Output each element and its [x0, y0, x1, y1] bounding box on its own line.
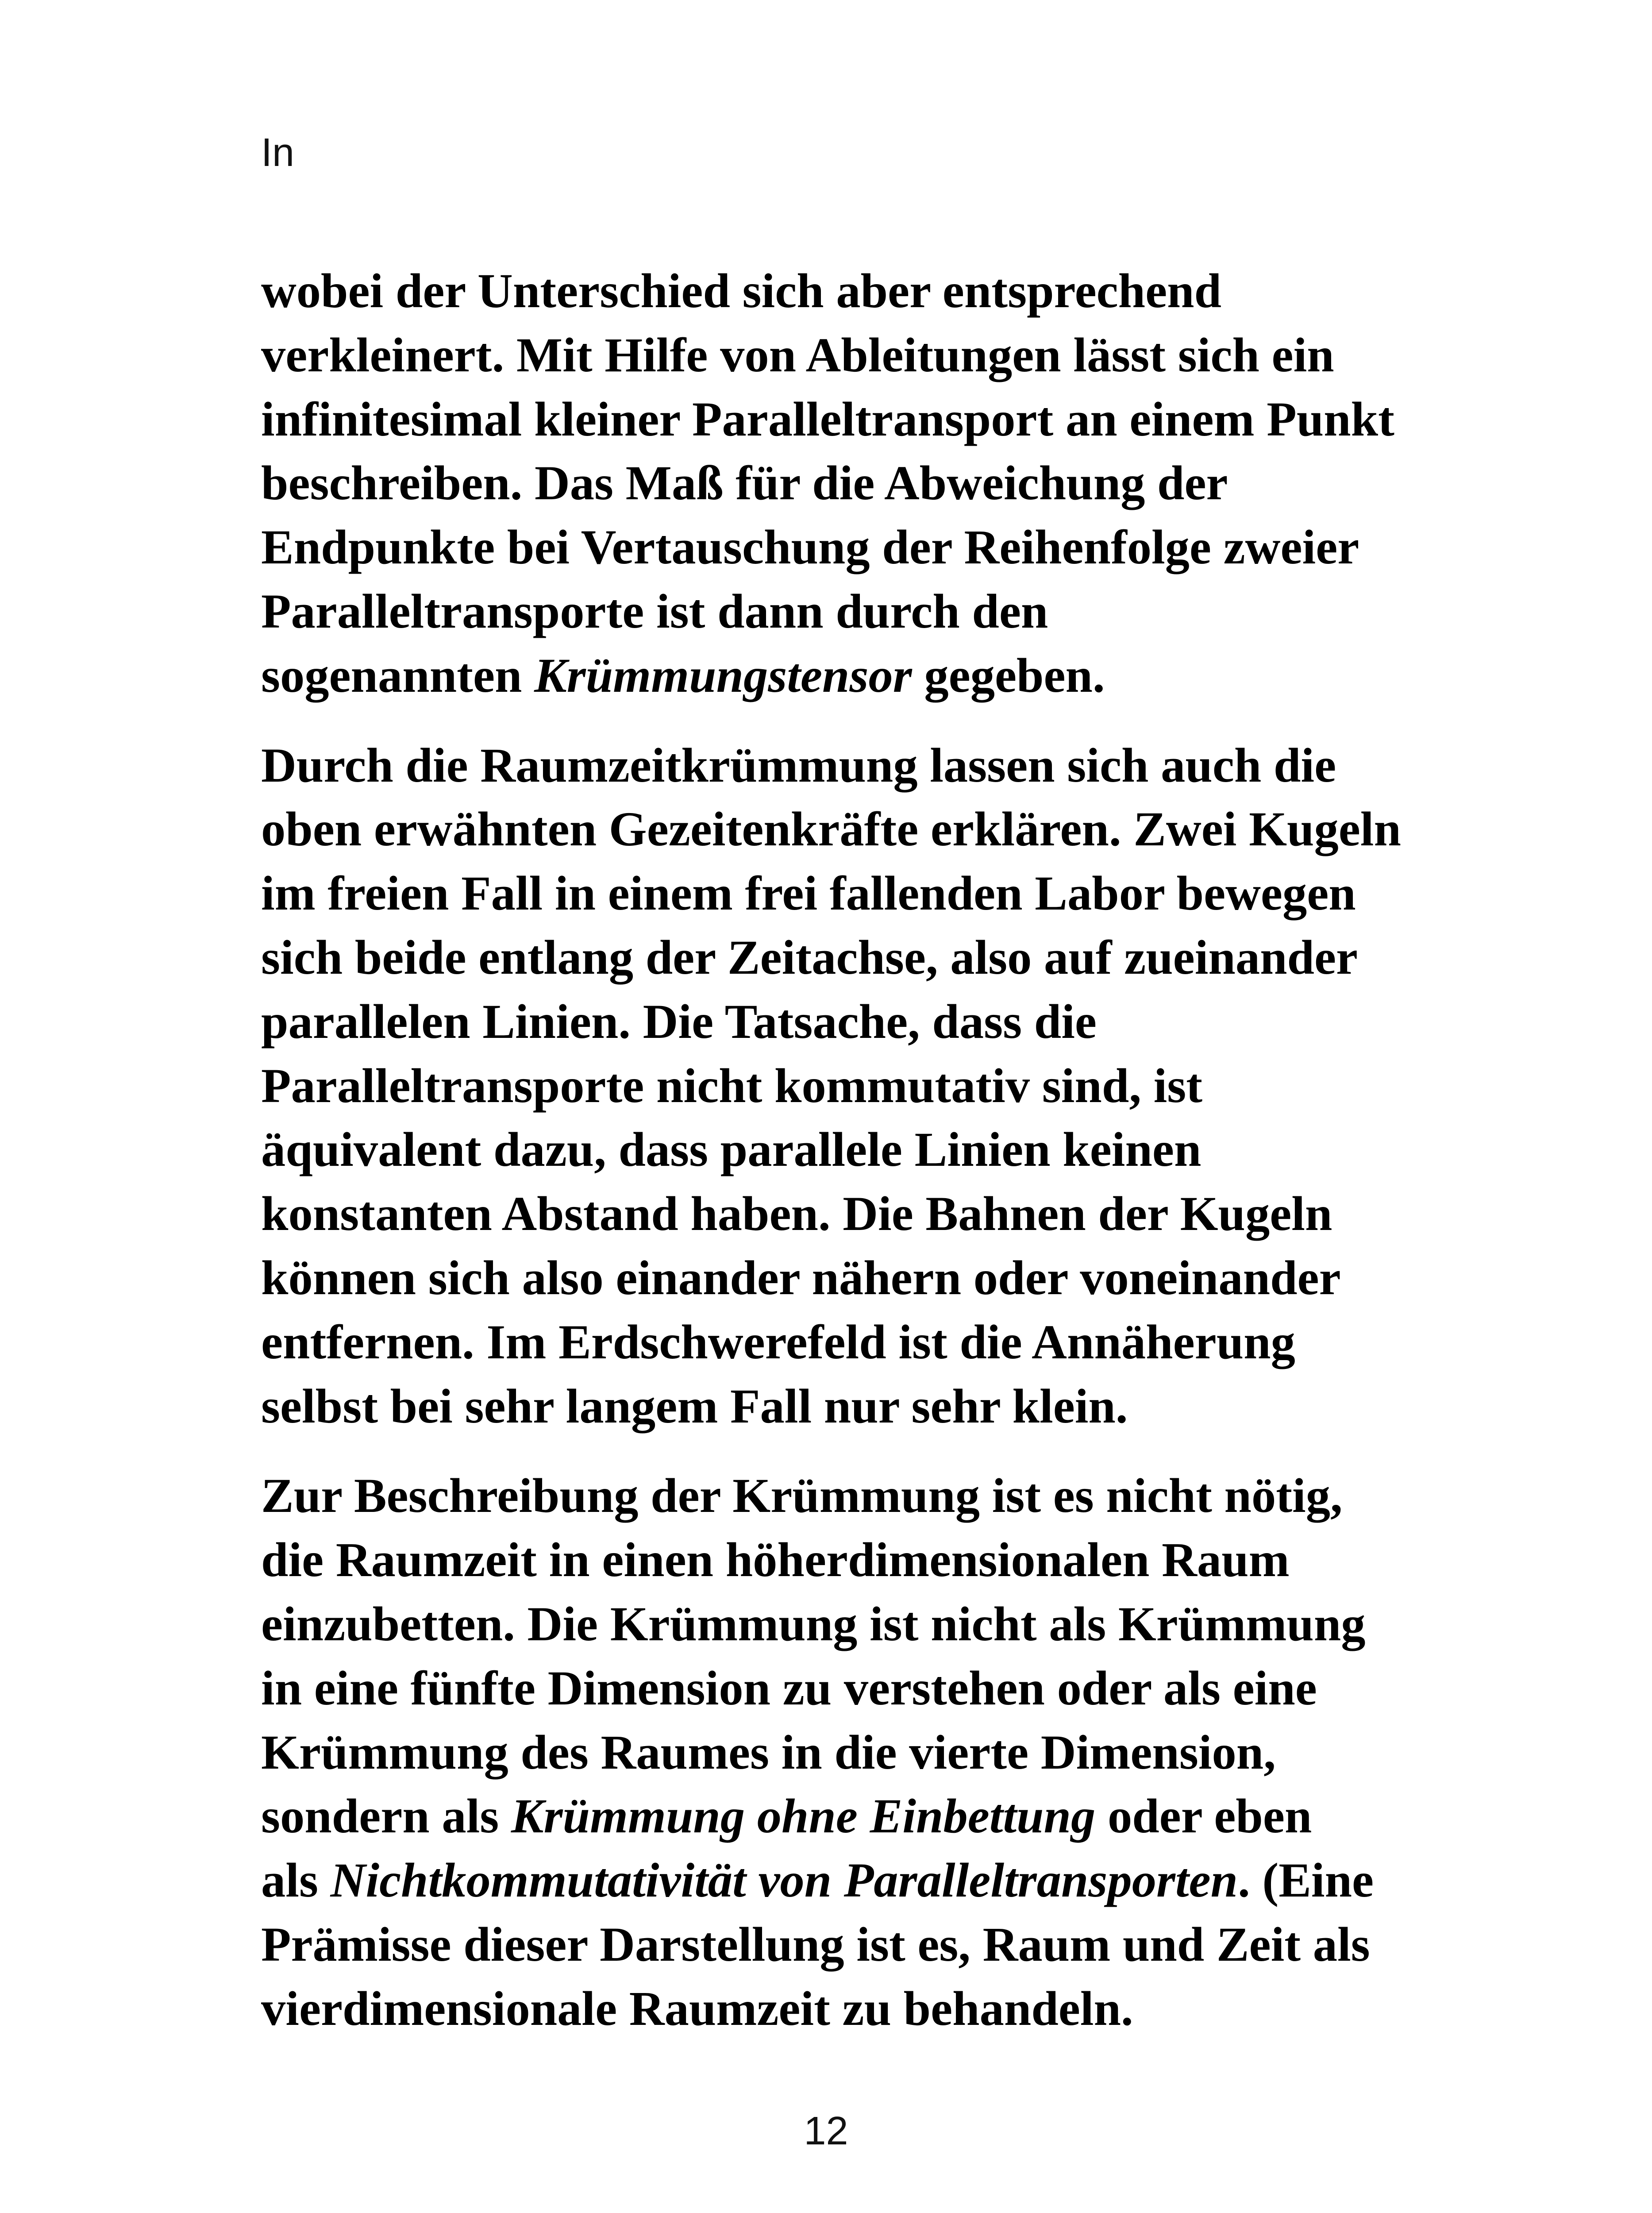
italic-term: Nichtkommutativität von Paralleltransporten [330, 1853, 1238, 1908]
paragraph-2 [261, 733, 1401, 1438]
paragraph-1 [261, 259, 1394, 708]
text-segment: oder eben [1095, 1789, 1312, 1843]
running-header: In [261, 131, 295, 175]
text-line: im freien Fall in einem frei fallenden Labor bewegen [261, 866, 1356, 921]
text-line [261, 1848, 1394, 1912]
text-line: beschreiben. Das Maß für die Abweichung der [261, 456, 1228, 510]
text-line: in eine fünfte Dimension zu verstehen oder als eine [261, 1661, 1317, 1715]
text-line: vierdimensionale Raumzeit zu behandeln. [261, 1981, 1133, 2036]
text-line: Paralleltransporte nicht kommutativ sind, ist [261, 1058, 1203, 1113]
page-number: 12 [804, 2109, 848, 2153]
body-text [261, 259, 1401, 2041]
text-line: verkleinert. Mit Hilfe von Ableitungen lässt sich ein [261, 328, 1334, 382]
text-line: Endpunkte bei Vertauschung der Reihenfolge zweier [261, 520, 1359, 574]
text-line: Prämisse dieser Darstellung ist es, Raum und Zeit als [261, 1917, 1370, 1971]
paragraph-3 [261, 1464, 1394, 2040]
text-segment: sogenannten [261, 648, 535, 702]
text-line: parallelen Linien. Die Tatsache, dass die [261, 994, 1097, 1049]
text-segment: gegeben. [912, 648, 1105, 702]
text-segment: sondern als [261, 1789, 511, 1843]
text-line: Paralleltransporte ist dann durch den [261, 584, 1048, 638]
text-line: selbst bei sehr langem Fall nur sehr klein. [261, 1379, 1128, 1433]
text-line: sich beide entlang der Zeitachse, also auf zueinander [261, 930, 1358, 984]
text-line: äquivalent dazu, dass parallele Linien keinen [261, 1122, 1201, 1177]
text-line: oben erwähnten Gezeitenkräfte erklären. Zwei Kugeln [261, 802, 1401, 856]
text-line: die Raumzeit in einen höherdimensionalen Raum [261, 1533, 1290, 1587]
italic-term: Krümmung ohne Einbettung [511, 1789, 1096, 1843]
text-line [261, 644, 1394, 708]
text-segment: als [261, 1853, 331, 1908]
text-line: Durch die Raumzeitkrümmung lassen sich auch die [261, 738, 1336, 792]
text-line: Zur Beschreibung der Krümmung ist es nicht nötig, [261, 1469, 1343, 1523]
text-line [261, 1784, 1394, 1848]
text-line: Krümmung des Raumes in die vierte Dimension, [261, 1725, 1276, 1779]
text-line: konstanten Abstand haben. Die Bahnen der Kugeln [261, 1187, 1332, 1241]
text-line: wobei der Unterschied sich aber entsprechend [261, 264, 1222, 318]
italic-term: Krümmungstensor [534, 648, 912, 702]
text-line: einzubetten. Die Krümmung ist nicht als Krümmung [261, 1596, 1366, 1651]
text-line: entfernen. Im Erdschwerefeld ist die Annäherung [261, 1315, 1295, 1369]
text-line: können sich also einander nähern oder voneinander [261, 1250, 1341, 1305]
text-line: infinitesimal kleiner Paralleltransport an einem Punkt [261, 392, 1394, 446]
text-segment: . (Eine [1238, 1853, 1374, 1908]
